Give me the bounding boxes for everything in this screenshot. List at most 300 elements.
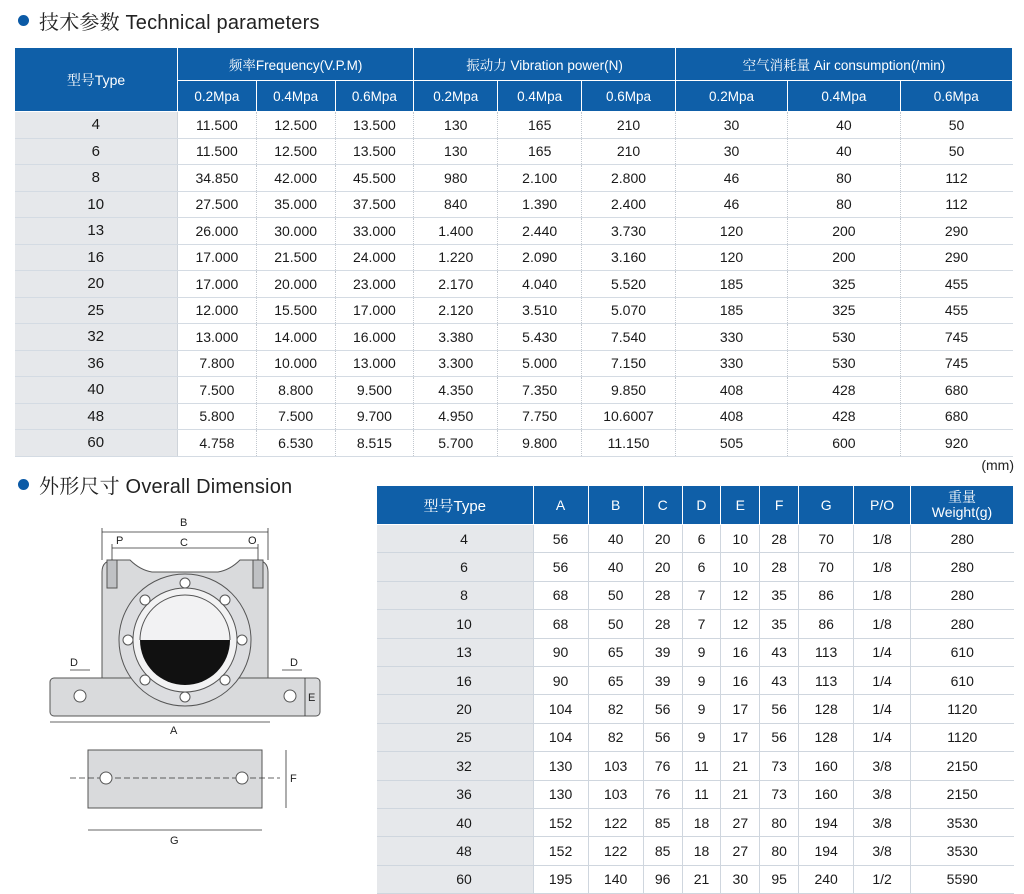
table-cell: 4.040 (498, 271, 582, 298)
table-cell: 16.000 (335, 324, 414, 351)
pressure-header: 0.4Mpa (498, 81, 582, 112)
table-cell: 165 (498, 138, 582, 165)
table-cell: 600 (788, 430, 900, 457)
dim-type-cell: 40 (377, 808, 534, 836)
table-cell: 152 (533, 808, 588, 836)
table-cell: 12.000 (178, 297, 257, 324)
table-cell: 120 (675, 244, 787, 271)
table-cell: 3.510 (498, 297, 582, 324)
table-cell: 40 (588, 525, 643, 553)
table-row (377, 610, 1014, 638)
table-cell: 530 (788, 350, 900, 377)
tech-type-cell: 6 (15, 138, 178, 165)
table-cell: 5.520 (582, 271, 676, 298)
dim-title-text: 外形尺寸 Overall Dimension (39, 476, 293, 498)
table-cell: 240 (799, 865, 854, 893)
table-cell: 112 (900, 191, 1012, 218)
table-cell: 130 (533, 752, 588, 780)
table-cell: 1.390 (498, 191, 582, 218)
table-cell: 28 (643, 581, 682, 609)
dim-type-cell: 10 (377, 610, 534, 638)
table-cell: 30 (675, 112, 787, 139)
table-cell: 680 (900, 377, 1012, 404)
table-row (377, 695, 1014, 723)
table-cell: 5.700 (414, 430, 498, 457)
dim-type-cell: 16 (377, 666, 534, 694)
table-cell: 112 (900, 165, 1012, 192)
frequency-header: 频率Frequency(V.P.M) (178, 48, 414, 81)
tech-type-cell: 10 (15, 191, 178, 218)
tech-type-cell: 36 (15, 350, 178, 377)
table-cell: 11.150 (582, 430, 676, 457)
table-cell: 3/8 (854, 808, 911, 836)
table-row (377, 723, 1014, 751)
table-cell: 7.540 (582, 324, 676, 351)
table-cell: 9 (682, 723, 721, 751)
table-cell: 7.150 (582, 350, 676, 377)
table-cell: 330 (675, 350, 787, 377)
table-cell: 1/2 (854, 865, 911, 893)
table-cell: 13.000 (335, 350, 414, 377)
dimension-drawing (40, 510, 340, 850)
table-cell: 42.000 (256, 165, 335, 192)
table-row (15, 271, 1013, 298)
table-cell: 1/4 (854, 695, 911, 723)
table-cell: 17.000 (178, 244, 257, 271)
table-row (15, 112, 1013, 139)
table-cell: 1/4 (854, 666, 911, 694)
table-cell: 65 (588, 638, 643, 666)
table-cell: 104 (533, 695, 588, 723)
table-cell: 37.500 (335, 191, 414, 218)
table-cell: 15.500 (256, 297, 335, 324)
table-cell: 6 (682, 525, 721, 553)
table-cell: 128 (799, 695, 854, 723)
table-cell: 12.500 (256, 138, 335, 165)
table-cell: 280 (911, 610, 1014, 638)
table-cell: 5.800 (178, 403, 257, 430)
table-cell: 40 (588, 553, 643, 581)
table-cell: 70 (799, 553, 854, 581)
weight-header-en: Weight(g) (931, 504, 993, 520)
table-cell: 35 (760, 581, 799, 609)
dim-type-cell: 48 (377, 837, 534, 865)
table-cell: 27.500 (178, 191, 257, 218)
table-cell: 210 (582, 112, 676, 139)
table-cell: 745 (900, 350, 1012, 377)
label-d-left: D (70, 657, 78, 669)
table-cell: 113 (799, 638, 854, 666)
table-cell: 13.000 (178, 324, 257, 351)
table-cell: 82 (588, 723, 643, 751)
table-cell: 16 (721, 638, 760, 666)
table-cell: 9.800 (498, 430, 582, 457)
table-cell: 68 (533, 610, 588, 638)
overall-dimension-table (376, 485, 1014, 894)
table-cell: 120 (675, 218, 787, 245)
table-cell: 3530 (911, 808, 1014, 836)
table-cell: 2.090 (498, 244, 582, 271)
table-row (15, 403, 1013, 430)
tech-type-cell: 40 (15, 377, 178, 404)
table-cell: 610 (911, 666, 1014, 694)
table-cell: 7.750 (498, 403, 582, 430)
table-cell: 200 (788, 218, 900, 245)
table-cell: 21 (721, 780, 760, 808)
label-a: A (170, 725, 178, 737)
table-cell: 80 (788, 191, 900, 218)
table-cell: 194 (799, 808, 854, 836)
table-cell: 13.500 (335, 138, 414, 165)
table-cell: 4.758 (178, 430, 257, 457)
table-cell: 3530 (911, 837, 1014, 865)
table-cell: 7.500 (256, 403, 335, 430)
table-cell: 290 (900, 218, 1012, 245)
dim-type-cell: 20 (377, 695, 534, 723)
dim-type-cell: 32 (377, 752, 534, 780)
table-cell: 56 (643, 723, 682, 751)
table-cell: 17.000 (178, 271, 257, 298)
table-cell: 280 (911, 525, 1014, 553)
dim-col-header: P/O (854, 486, 911, 525)
table-row (377, 808, 1014, 836)
table-cell: 130 (414, 112, 498, 139)
tech-type-cell: 20 (15, 271, 178, 298)
table-cell: 122 (588, 808, 643, 836)
table-cell: 86 (799, 610, 854, 638)
table-cell: 50 (900, 138, 1012, 165)
table-cell: 73 (760, 780, 799, 808)
table-cell: 9 (682, 666, 721, 694)
vibration-power-header: 振动力 Vibration power(N) (414, 48, 676, 81)
table-cell: 325 (788, 271, 900, 298)
table-cell: 80 (760, 837, 799, 865)
port-p (107, 560, 117, 588)
bullet-icon (18, 479, 29, 490)
table-cell: 24.000 (335, 244, 414, 271)
table-cell: 39 (643, 666, 682, 694)
table-cell: 56 (533, 553, 588, 581)
table-cell: 7.500 (178, 377, 257, 404)
tech-type-cell: 48 (15, 403, 178, 430)
table-cell: 5590 (911, 865, 1014, 893)
table-row (15, 191, 1013, 218)
table-cell: 95 (760, 865, 799, 893)
table-cell: 325 (788, 297, 900, 324)
table-cell: 455 (900, 297, 1012, 324)
table-cell: 200 (788, 244, 900, 271)
table-row (377, 752, 1014, 780)
table-cell: 103 (588, 780, 643, 808)
table-cell: 2.120 (414, 297, 498, 324)
table-cell: 16 (721, 666, 760, 694)
table-cell: 840 (414, 191, 498, 218)
table-cell: 10.6007 (582, 403, 676, 430)
table-cell: 610 (911, 638, 1014, 666)
bullet-icon (18, 15, 29, 26)
table-cell: 7.350 (498, 377, 582, 404)
table-cell: 11.500 (178, 112, 257, 139)
table-cell: 103 (588, 752, 643, 780)
table-cell: 21 (682, 865, 721, 893)
table-row (15, 430, 1013, 457)
table-cell: 20 (643, 525, 682, 553)
tech-type-cell: 4 (15, 112, 178, 139)
table-cell: 85 (643, 808, 682, 836)
dim-type-cell: 36 (377, 780, 534, 808)
weight-header (911, 486, 1014, 525)
table-cell: 3.160 (582, 244, 676, 271)
table-cell: 40 (788, 112, 900, 139)
table-cell: 1120 (911, 695, 1014, 723)
table-row (377, 666, 1014, 694)
table-row (15, 350, 1013, 377)
table-cell: 56 (760, 723, 799, 751)
table-cell: 2.440 (498, 218, 582, 245)
dim-type-cell: 60 (377, 865, 534, 893)
table-cell: 1/8 (854, 581, 911, 609)
tech-type-cell: 32 (15, 324, 178, 351)
label-f: F (290, 773, 297, 785)
table-cell: 76 (643, 752, 682, 780)
unit-label: (mm) (981, 457, 1014, 473)
table-cell: 50 (588, 610, 643, 638)
tech-section-title (18, 6, 320, 35)
table-cell: 4.350 (414, 377, 498, 404)
table-cell: 6.530 (256, 430, 335, 457)
table-cell: 28 (760, 553, 799, 581)
tech-type-cell: 8 (15, 165, 178, 192)
label-b: B (180, 517, 188, 529)
table-cell: 194 (799, 837, 854, 865)
table-cell: 10 (721, 553, 760, 581)
table-cell: 17.000 (335, 297, 414, 324)
table-cell: 1.400 (414, 218, 498, 245)
label-p: P (116, 535, 124, 547)
table-cell: 1120 (911, 723, 1014, 751)
table-cell: 7 (682, 581, 721, 609)
dim-type-cell: 4 (377, 525, 534, 553)
table-cell: 82 (588, 695, 643, 723)
table-cell: 17 (721, 723, 760, 751)
table-cell: 920 (900, 430, 1012, 457)
table-cell: 43 (760, 666, 799, 694)
dim-col-header: F (760, 486, 799, 525)
dim-col-header: A (533, 486, 588, 525)
table-cell: 140 (588, 865, 643, 893)
technical-parameters-table (14, 47, 1013, 457)
table-cell: 428 (788, 377, 900, 404)
table-cell: 68 (533, 581, 588, 609)
air-consumption-header: 空气消耗量 Air consumption(/min) (675, 48, 1012, 81)
table-cell: 27 (721, 808, 760, 836)
port-o (253, 560, 263, 588)
table-cell: 455 (900, 271, 1012, 298)
table-cell: 4.950 (414, 403, 498, 430)
table-cell: 90 (533, 638, 588, 666)
dim-type-cell: 8 (377, 581, 534, 609)
table-cell: 12 (721, 581, 760, 609)
tech-type-cell: 13 (15, 218, 178, 245)
pressure-header: 0.2Mpa (675, 81, 787, 112)
table-row (15, 377, 1013, 404)
table-cell: 280 (911, 553, 1014, 581)
table-cell: 1/8 (854, 610, 911, 638)
table-cell: 39 (643, 638, 682, 666)
table-cell: 65 (588, 666, 643, 694)
table-cell: 3.730 (582, 218, 676, 245)
table-row (377, 780, 1014, 808)
table-cell: 530 (788, 324, 900, 351)
table-cell: 130 (414, 138, 498, 165)
table-cell: 28 (760, 525, 799, 553)
table-cell: 9 (682, 695, 721, 723)
table-cell: 122 (588, 837, 643, 865)
table-cell: 45.500 (335, 165, 414, 192)
table-cell: 86 (799, 581, 854, 609)
table-cell: 8.800 (256, 377, 335, 404)
table-cell: 680 (900, 403, 1012, 430)
table-cell: 290 (900, 244, 1012, 271)
table-cell: 104 (533, 723, 588, 751)
table-cell: 80 (788, 165, 900, 192)
dim-type-cell: 6 (377, 553, 534, 581)
table-row (15, 165, 1013, 192)
table-cell: 85 (643, 837, 682, 865)
table-row (377, 553, 1014, 581)
table-cell: 11 (682, 752, 721, 780)
table-cell: 2.170 (414, 271, 498, 298)
table-cell: 20 (643, 553, 682, 581)
dim-type-cell: 25 (377, 723, 534, 751)
table-cell: 185 (675, 271, 787, 298)
label-c: C (180, 537, 188, 549)
table-cell: 1/4 (854, 638, 911, 666)
table-cell: 10.000 (256, 350, 335, 377)
table-cell: 2150 (911, 780, 1014, 808)
table-cell: 73 (760, 752, 799, 780)
table-cell: 18 (682, 837, 721, 865)
table-cell: 5.070 (582, 297, 676, 324)
table-cell: 17 (721, 695, 760, 723)
tech-type-header: 型号Type (15, 48, 178, 112)
table-cell: 10 (721, 525, 760, 553)
pressure-header: 0.6Mpa (335, 81, 414, 112)
label-o: O (248, 535, 257, 547)
table-cell: 2.100 (498, 165, 582, 192)
table-cell: 20.000 (256, 271, 335, 298)
table-cell: 152 (533, 837, 588, 865)
table-row (15, 244, 1013, 271)
table-cell: 30 (675, 138, 787, 165)
table-cell: 11.500 (178, 138, 257, 165)
table-cell: 1/8 (854, 553, 911, 581)
table-cell: 505 (675, 430, 787, 457)
table-cell: 1.220 (414, 244, 498, 271)
dim-section-title (18, 470, 292, 499)
table-cell: 12.500 (256, 112, 335, 139)
table-cell: 9 (682, 638, 721, 666)
table-cell: 210 (582, 138, 676, 165)
table-cell: 3/8 (854, 780, 911, 808)
table-cell: 3/8 (854, 752, 911, 780)
tech-type-cell: 16 (15, 244, 178, 271)
pressure-header: 0.6Mpa (900, 81, 1012, 112)
label-d-right: D (290, 657, 298, 669)
table-cell: 7.800 (178, 350, 257, 377)
table-cell: 3/8 (854, 837, 911, 865)
table-cell: 5.000 (498, 350, 582, 377)
table-cell: 35 (760, 610, 799, 638)
table-cell: 46 (675, 165, 787, 192)
pressure-header: 0.2Mpa (178, 81, 257, 112)
table-cell: 11 (682, 780, 721, 808)
table-cell: 34.850 (178, 165, 257, 192)
table-cell: 9.500 (335, 377, 414, 404)
side-hole-right (236, 772, 248, 784)
table-cell: 56 (760, 695, 799, 723)
table-cell: 80 (760, 808, 799, 836)
table-cell: 3.380 (414, 324, 498, 351)
table-cell: 50 (588, 581, 643, 609)
label-g: G (170, 835, 179, 847)
table-row (377, 865, 1014, 893)
table-cell: 23.000 (335, 271, 414, 298)
table-cell: 3.300 (414, 350, 498, 377)
tech-type-cell: 25 (15, 297, 178, 324)
table-cell: 9.700 (335, 403, 414, 430)
table-row (377, 525, 1014, 553)
table-cell: 50 (900, 112, 1012, 139)
table-cell: 2150 (911, 752, 1014, 780)
table-cell: 428 (788, 403, 900, 430)
dim-col-header: G (799, 486, 854, 525)
table-cell: 90 (533, 666, 588, 694)
label-e: E (308, 692, 316, 704)
table-row (15, 297, 1013, 324)
dim-col-header: B (588, 486, 643, 525)
table-cell: 14.000 (256, 324, 335, 351)
table-cell: 160 (799, 780, 854, 808)
pressure-header: 0.2Mpa (414, 81, 498, 112)
table-cell: 56 (643, 695, 682, 723)
table-cell: 28 (643, 610, 682, 638)
table-cell: 195 (533, 865, 588, 893)
table-cell: 185 (675, 297, 787, 324)
table-cell: 1/8 (854, 525, 911, 553)
table-row (377, 581, 1014, 609)
table-row (377, 638, 1014, 666)
table-cell: 5.430 (498, 324, 582, 351)
table-cell: 330 (675, 324, 787, 351)
dim-col-header: D (682, 486, 721, 525)
table-cell: 30.000 (256, 218, 335, 245)
table-row (15, 138, 1013, 165)
dim-type-header: 型号Type (377, 486, 534, 525)
tech-title-text: 技术参数 Technical parameters (39, 12, 320, 34)
table-cell: 2.400 (582, 191, 676, 218)
table-row (15, 324, 1013, 351)
table-cell: 130 (533, 780, 588, 808)
table-cell: 7 (682, 610, 721, 638)
table-cell: 8.515 (335, 430, 414, 457)
table-cell: 33.000 (335, 218, 414, 245)
table-cell: 30 (721, 865, 760, 893)
table-cell: 408 (675, 403, 787, 430)
table-cell: 43 (760, 638, 799, 666)
table-cell: 70 (799, 525, 854, 553)
pressure-header: 0.4Mpa (788, 81, 900, 112)
